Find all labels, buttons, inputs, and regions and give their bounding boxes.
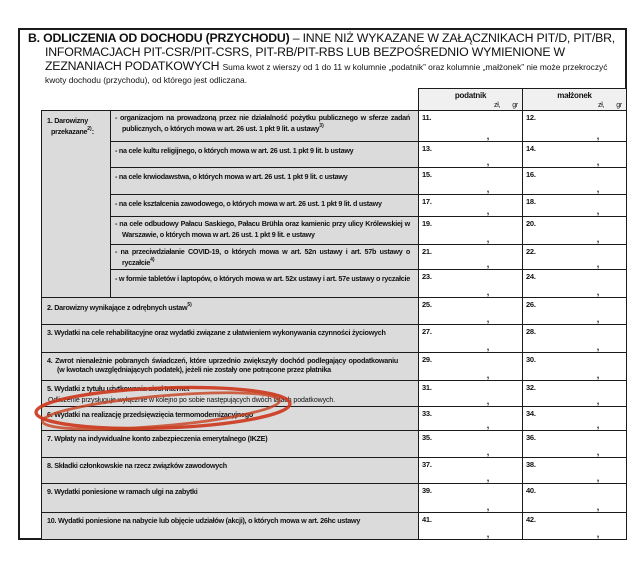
- podatnik-label: podatnik: [454, 91, 487, 100]
- field-number: 15.: [422, 170, 432, 179]
- field-number: 39.: [422, 486, 432, 495]
- decimal-comma: ,: [596, 131, 599, 141]
- amount-field-36[interactable]: [522, 430, 627, 457]
- field-number: 35.: [422, 433, 432, 442]
- amount-field-40[interactable]: [522, 483, 627, 512]
- field-number: 14.: [526, 144, 536, 153]
- row1-group-label: [41, 110, 110, 297]
- decimal-comma: ,: [486, 502, 489, 512]
- amount-field-35[interactable]: [418, 430, 522, 457]
- amount-field-17[interactable]: [418, 194, 522, 216]
- decimal-comma: ,: [486, 131, 489, 141]
- decimal-comma: ,: [486, 447, 489, 457]
- field-number: 30.: [526, 355, 536, 364]
- field-number: 28.: [526, 327, 536, 336]
- decimal-comma: ,: [596, 184, 599, 194]
- row-description: 5. Wydatki z tytułu użytkowania sieci Internet Odliczenie przysługuje wyłącznie w kolejno po sobie następujących dwóch latach podatkowych.: [41, 380, 418, 406]
- decimal-comma: ,: [486, 396, 489, 406]
- amount-field-42[interactable]: [522, 512, 627, 540]
- field-number: 29.: [422, 355, 432, 364]
- amount-field-38[interactable]: [522, 457, 627, 483]
- decimal-comma: ,: [596, 529, 599, 539]
- field-number: 24.: [526, 272, 536, 281]
- field-number: 22.: [526, 247, 536, 256]
- row-description: 7. Wpłaty na indywidualne konto zabezpieczenia emerytalnego (IKZE): [41, 430, 418, 457]
- row-description: 2. Darowizny wynikające z odrębnych ustaw$^{5)}$: [41, 297, 418, 324]
- amount-field-12[interactable]: [522, 110, 627, 141]
- amount-field-41[interactable]: [418, 512, 522, 540]
- amount-field-18[interactable]: [522, 194, 627, 216]
- amount-field-21[interactable]: [418, 244, 522, 269]
- amount-field-39[interactable]: [418, 483, 522, 512]
- internet-relief-note: Odliczenie przysługuje wyłącznie w kolejno po sobie następujących dwóch latach podatkowych.: [48, 397, 336, 404]
- amount-field-24[interactable]: [522, 269, 627, 297]
- section-note: Suma kwot z wierszy od 1 do 11 w kolumnie „podatnik” oraz kolumnie „małżonek” nie może przekroczyć kwoty dochodu (przychodu), od którego jest odliczana.: [45, 61, 608, 86]
- decimal-comma: ,: [486, 206, 489, 216]
- field-number: 36.: [526, 433, 536, 442]
- section-subtitle: – INNE NIŻ WYKAZANE W ZAŁĄCZNIKACH PIT/D, PIT/BR, INFORMACJACH PIT-CSR/PIT-CSRS, PIT-RB/PIT-RBS LUB BEZPOŚREDNIO WYMIENIONE W ZEZNANIACH PODATKOWYCH: [45, 31, 615, 73]
- decimal-comma: ,: [596, 502, 599, 512]
- row-description: - na cele kształcenia zawodowego, o których mowa w art. 26 ust. 1 pkt 9 lit. d ustawy: [110, 194, 418, 216]
- amount-field-27[interactable]: [418, 324, 522, 352]
- amount-field-29[interactable]: [418, 352, 522, 380]
- decimal-comma: ,: [486, 420, 489, 430]
- amount-field-11[interactable]: [418, 110, 522, 141]
- field-number: 41.: [422, 515, 432, 524]
- decimal-comma: ,: [486, 473, 489, 483]
- decimal-comma: ,: [486, 529, 489, 539]
- column-header-malzonek: [522, 88, 627, 110]
- field-number: 42.: [526, 515, 536, 524]
- decimal-comma: ,: [596, 314, 599, 324]
- amount-field-15[interactable]: [418, 167, 522, 194]
- amount-field-20[interactable]: [522, 216, 627, 244]
- field-number: 26.: [526, 300, 536, 309]
- amount-field-37[interactable]: [418, 457, 522, 483]
- row-description: - na cele odbudowy Pałacu Saskiego, Pałacu Brühla oraz kamienic przy ulicy Królewskiej w Warszawie, o których mowa w art. 26 ust. 1 pkt 9 lit. e ustawy: [110, 216, 418, 244]
- amount-field-30[interactable]: [522, 352, 627, 380]
- row-description-thermo: 6. Wydatki na realizację przedsięwzięcia termomodernizacyjnego: [41, 406, 418, 430]
- field-number: 12.: [526, 113, 536, 122]
- decimal-comma: ,: [486, 157, 489, 167]
- deductions-table: [41, 88, 627, 540]
- field-number: 31.: [422, 383, 432, 392]
- row-description: - w formie tabletów i laptopów, o których mowa w art. 52x ustawy i art. 57e ustawy o ryczałcie: [110, 269, 418, 297]
- field-number: 25.: [422, 300, 432, 309]
- row1-label-line2: przekazane$^{2)}$:: [51, 126, 94, 136]
- decimal-comma: ,: [486, 342, 489, 352]
- decimal-comma: ,: [486, 259, 489, 269]
- decimal-comma: ,: [596, 447, 599, 457]
- row-description: - organizacjom na prowadzoną przez nie działalność pożytku publicznego w sferze zadań publicznych, o których mowa w art. 26 ust. 1 pkt 9 lit. a ustawy$^{3)}$: [110, 110, 418, 141]
- footnote-ref: 4): [150, 257, 155, 263]
- row1-label-line1: 1. Darowizny: [47, 116, 88, 125]
- field-number: 19.: [422, 219, 432, 228]
- footnote-ref: 5): [187, 302, 192, 308]
- decimal-comma: ,: [596, 420, 599, 430]
- decimal-comma: ,: [486, 314, 489, 324]
- field-number: 32.: [526, 383, 536, 392]
- row-description: - na cele kultu religijnego, o których mowa w art. 26 ust. 1 pkt 9 lit. b ustawy: [110, 141, 418, 167]
- gr-label: gr: [512, 102, 518, 109]
- decimal-comma: ,: [486, 287, 489, 297]
- amount-field-33[interactable]: [418, 406, 522, 430]
- header-spacer: [41, 88, 418, 110]
- amount-field-22[interactable]: [522, 244, 627, 269]
- row-description: - na przeciwdziałanie COVID-19, o których mowa w art. 52n ustawy i art. 57b ustawy o ryczałcie$^{4)}$: [110, 244, 418, 269]
- amount-field-19[interactable]: [418, 216, 522, 244]
- decimal-comma: ,: [596, 259, 599, 269]
- field-number: 11.: [422, 113, 432, 122]
- decimal-comma: ,: [486, 234, 489, 244]
- row-description: - na cele krwiodawstwa, o których mowa w art. 26 ust. 1 pkt 9 lit. c ustawy: [110, 167, 418, 194]
- amount-field-25[interactable]: [418, 297, 522, 324]
- gr-label: gr: [616, 102, 622, 109]
- field-number: 18.: [526, 197, 536, 206]
- decimal-comma: ,: [596, 234, 599, 244]
- decimal-comma: ,: [596, 342, 599, 352]
- decimal-comma: ,: [596, 370, 599, 380]
- decimal-comma: ,: [596, 206, 599, 216]
- row-description: 8. Składki członkowskie na rzecz związków zawodowych: [41, 457, 418, 483]
- amount-field-23[interactable]: [418, 269, 522, 297]
- row-description: 10. Wydatki poniesione na nabycie lub objęcie udziałów (akcji), o których mowa w art. 26hc ustawy: [41, 512, 418, 540]
- column-header-podatnik: [418, 88, 522, 110]
- footnote-ref: 2): [87, 126, 92, 132]
- row-description: 4. Zwrot nienależnie pobranych świadczeń, które uprzednio zwiększyły dochód podlegający opodatkowaniu (w kwotach uwzględniających podatek), jeżeli nie zostały one potrącone przez płatnika: [41, 352, 418, 380]
- field-number: 23.: [422, 272, 432, 281]
- amount-field-28[interactable]: [522, 324, 627, 352]
- malzonek-label: małżonek: [557, 91, 592, 100]
- field-number: 37.: [422, 460, 432, 469]
- footnote-ref: 3): [319, 123, 324, 129]
- decimal-comma: ,: [596, 473, 599, 483]
- amount-field-34[interactable]: [522, 406, 627, 430]
- section-header: [20, 30, 625, 87]
- decimal-comma: ,: [596, 287, 599, 297]
- field-number: 16.: [526, 170, 536, 179]
- row-description: 3. Wydatki na cele rehabilitacyjne oraz wydatki związane z ułatwieniem wykonywania czynności życiowych: [41, 324, 418, 352]
- field-number: 40.: [526, 486, 536, 495]
- zl-label: zł,: [598, 102, 605, 109]
- decimal-comma: ,: [486, 184, 489, 194]
- malzonek-units: [523, 100, 626, 110]
- field-number: 38.: [526, 460, 536, 469]
- amount-field-31[interactable]: [418, 380, 522, 406]
- field-number: 13.: [422, 144, 432, 153]
- field-number: 17.: [422, 197, 432, 206]
- podatnik-units: [419, 100, 522, 110]
- amount-field-26[interactable]: [522, 297, 627, 324]
- field-number: 34.: [526, 409, 536, 418]
- field-number: 20.: [526, 219, 536, 228]
- field-number: 33.: [422, 409, 432, 418]
- amount-field-13[interactable]: [418, 141, 522, 167]
- field-number: 21.: [422, 247, 432, 256]
- decimal-comma: ,: [596, 396, 599, 406]
- decimal-comma: ,: [596, 157, 599, 167]
- section-title: B. ODLICZENIA OD DOCHODU (PRZYCHODU): [28, 31, 290, 45]
- row-description: 9. Wydatki poniesione w ramach ulgi na zabytki: [41, 483, 418, 512]
- amount-field-32[interactable]: [522, 380, 627, 406]
- amount-field-16[interactable]: [522, 167, 627, 194]
- zl-label: zł,: [494, 102, 501, 109]
- field-number: 27.: [422, 327, 432, 336]
- decimal-comma: ,: [486, 370, 489, 380]
- amount-field-14[interactable]: [522, 141, 627, 167]
